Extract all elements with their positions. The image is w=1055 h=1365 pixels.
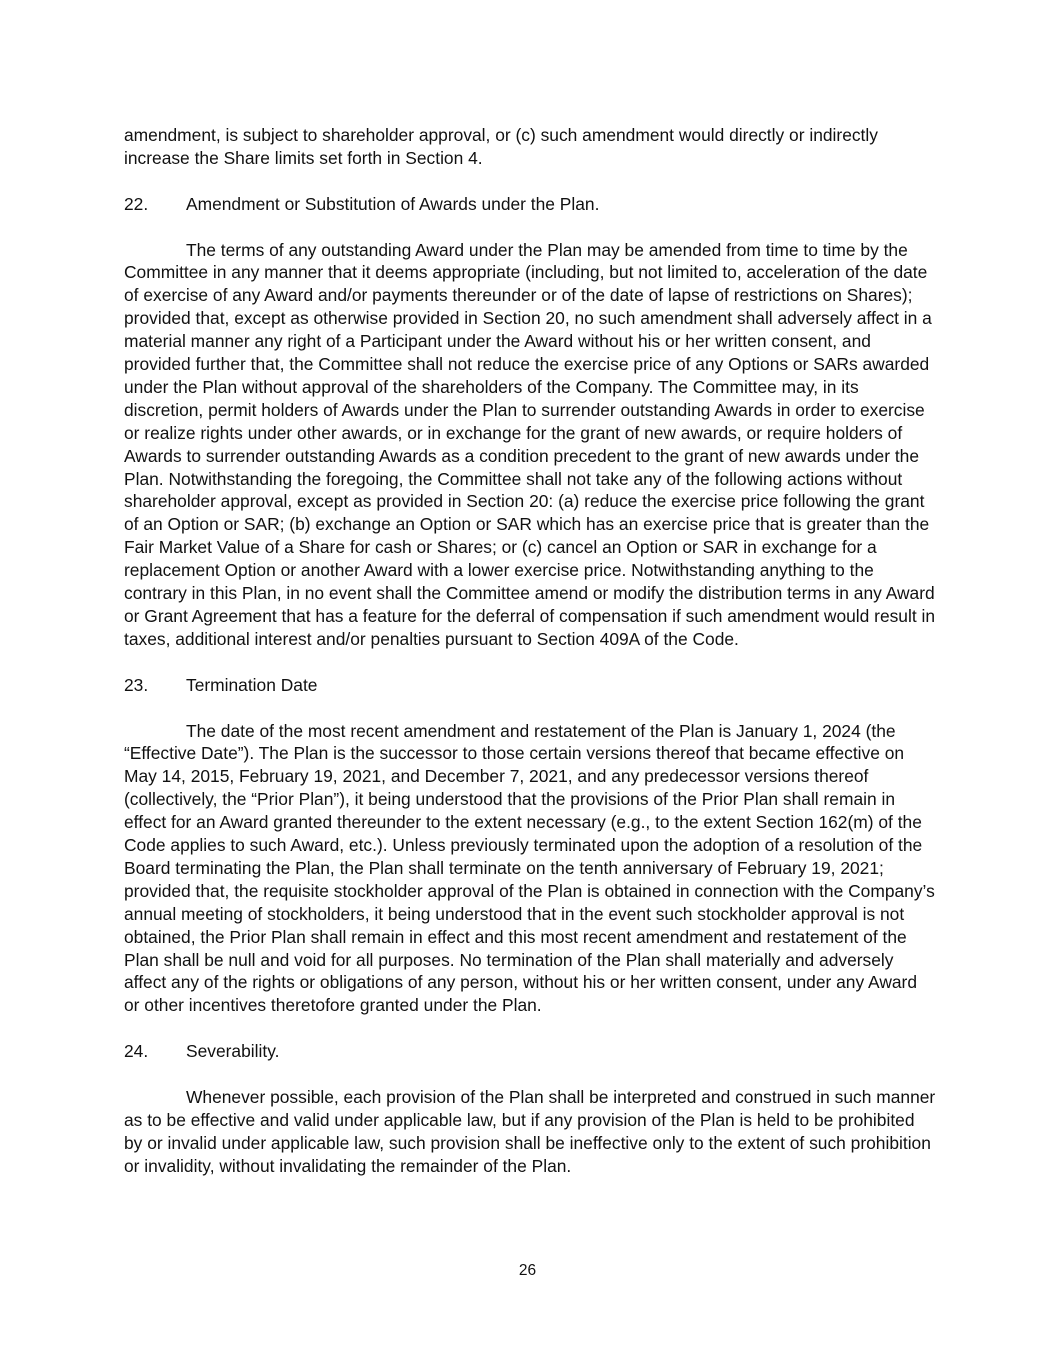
section-23-heading xyxy=(124,674,936,697)
continuation-paragraph: amendment, is subject to shareholder approval, or (c) such amendment would directly or indirectly increase the Share limits set forth in Section 4. xyxy=(124,125,878,168)
section-24-number: 24. xyxy=(124,1041,149,1062)
section-24-body: Whenever possible, each provision of the Plan shall be interpreted and construed in such manner as to be effective and valid under applicable law, but if any provision of the Plan is held to be prohibited by or invalid under applicable law, such provision shall be ineffective only to the extent of such prohibition or invalidity, without invalidating the remainder of the Plan. xyxy=(124,1086,936,1176)
section-22-number: 22. xyxy=(124,193,149,214)
page-number: 26 xyxy=(518,1262,537,1279)
section-23-title: Termination Date xyxy=(186,674,318,695)
section-23-body: The date of the most recent amendment and restatement of the Plan is January 1, 2024 (the “Effective Date”). The Plan is the successor to those certain versions thereof that became effective on May 14, 2015, February 19, 2021, and December 7, 2021, and any predecessor versions thereof (collectively, the “Prior Plan”), it being understood that the provisions of the Prior Plan shall remain in effect for an Award granted thereunder to the extent necessary (e.g., to the extent Section 162(m) of the Code applies to such Award, etc.). Unless previously terminated upon the adoption of a resolution of the Board terminating the Plan, the Plan shall terminate on the tenth anniversary of February 19, 2021; provided that, the requisite stockholder approval of the Plan is obtained in connection with the Company’s annual meeting of stockholders, it being understood that in the event such stockholder approval is not obtained, the Prior Plan shall remain in effect and this most recent amendment and restatement of the Plan shall be null and void for all purposes. No termination of the Plan shall materially and adversely affect any of the rights or obligations of any person, without his or her written consent, under any Award or other incentives theretofore granted under the Plan. xyxy=(124,720,935,1016)
section-22-heading xyxy=(124,193,936,216)
document-page xyxy=(124,124,936,1178)
section-23-number: 23. xyxy=(124,674,149,695)
section-22-body: The terms of any outstanding Award under the Plan may be amended from time to time by the Committee in any manner that it deems appropriate (including, but not limited to, acceleration of the date of exercise of any Award and/or payments thereunder or of the date of lapse of restrictions on Shares); provided that, except as otherwise provided in Section 20, no such amendment shall adversely affect in a material manner any right of a Participant under the Award without his or her written consent, and provided further that, the Committee shall not reduce the exercise price of any Options or SARs awarded under the Plan without approval of the shareholders of the Company. The Committee may, in its discretion, permit holders of Awards under the Plan to surrender outstanding Awards in order to exercise or realize rights under other awards, or in exchange for the grant of new awards, or require holders of Awards to surrender outstanding Awards as a condition precedent to the grant of new awards under the Plan. Notwithstanding the foregoing, the Committee shall not take any of the following actions without shareholder approval, except as provided in Section 20: (a) reduce the exercise price following the grant of an Option or SAR; (b) exchange an Option or SAR which has an exercise price that is greater than the Fair Market Value of a Share for cash or Shares; or (c) cancel an Option or SAR in exchange for a replacement Option or another Award with a lower exercise price. Notwithstanding anything to the contrary in this Plan, in no event shall the Committee amend or modify the distribution terms in any Award or Grant Agreement that has a feature for the deferral of compensation if such amendment would result in taxes, additional interest and/or penalties pursuant to Section 409A of the Code. xyxy=(124,239,936,649)
section-22-title: Amendment or Substitution of Awards under the Plan. xyxy=(186,193,600,214)
section-24-title: Severability. xyxy=(186,1041,280,1062)
section-24-heading xyxy=(124,1040,936,1063)
